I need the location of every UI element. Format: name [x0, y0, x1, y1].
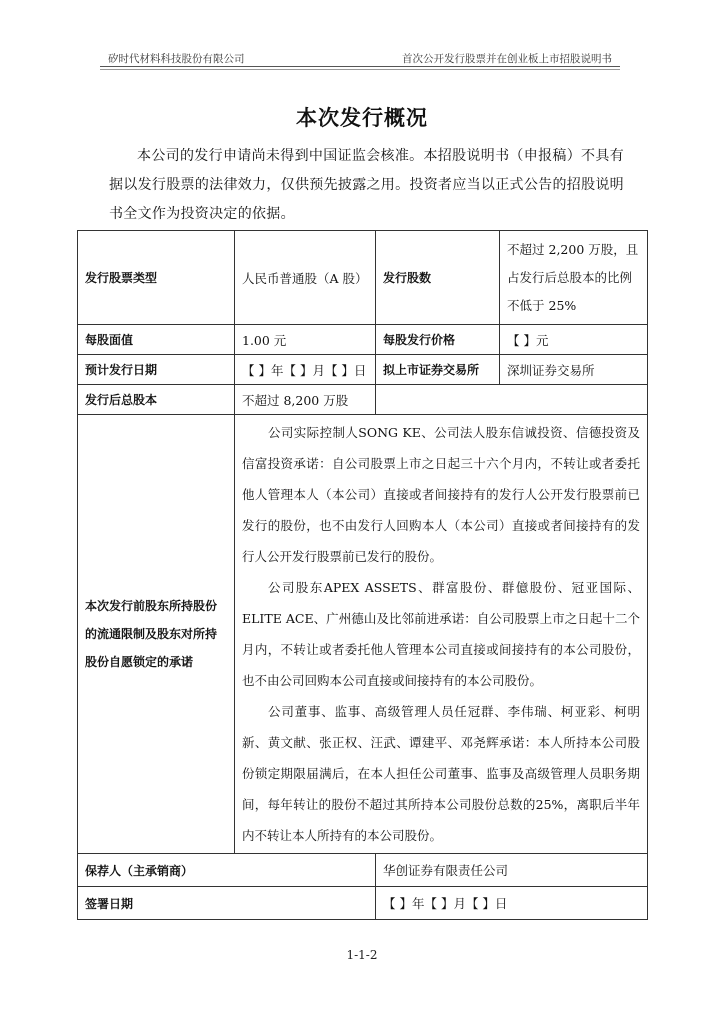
- stock-type-value: 人民币普通股（A 股）: [235, 231, 376, 325]
- sponsor-value: 华创证券有限责任公司: [376, 854, 648, 887]
- intro-paragraph: 本公司的发行申请尚未得到中国证监会核准。本招股说明书（申报稿）不具有据以发行股票的法律效力，仅供预先披露之用。投资者应当以正式公告的招股说明书全文作为投资决定的依据。: [109, 148, 624, 222]
- sponsor-label: 保荐人（主承销商）: [78, 854, 376, 887]
- sign-date-label: 签署日期: [78, 887, 376, 920]
- offering-overview-table: [77, 230, 648, 920]
- lockup-paragraph-controller: 公司实际控制人SONG KE、公司法人股东信诚投资、信德投资及信富投资承诺：自公司股票上市之日起三十六个月内，不转让或者委托他人管理本人（本公司）直接或者间接持有的发行人公开发行股票前已发行的股份，也不由发行人回购本人（本公司）直接或者间接持有的发行人公开发行股票前已发行的股份。: [242, 425, 641, 564]
- lockup-paragraph-directors: 公司董事、监事、高级管理人员任冠群、李伟瑞、柯亚彩、柯明新、黄文献、张正权、汪武、谭建平、邓尧辉承诺：本人所持本公司股份锁定期限届满后，在本人担任公司董事、监事及高级管理人员职务期间，每年转让的股份不超过其所持本公司股份总数的25%，离职后半年内不转让本人所持有的本公司股份。: [242, 704, 641, 843]
- stock-type-label: 发行股票类型: [78, 231, 235, 325]
- table-row: [78, 854, 648, 887]
- exchange-label: 拟上市证券交易所: [376, 355, 500, 385]
- table-row: [78, 231, 648, 325]
- sign-date-value: 【 】年【 】月【 】日: [376, 887, 648, 920]
- page-title: 本次发行概况: [296, 106, 428, 130]
- lockup-label: 本次发行前股东所持股份的流通限制及股东对所持股份自愿锁定的承诺: [78, 415, 235, 854]
- price-label: 每股发行价格: [376, 325, 500, 355]
- page-header: [100, 50, 620, 67]
- total-shares-label: 发行后总股本: [78, 385, 235, 415]
- par-value-label: 每股面值: [78, 325, 235, 355]
- issue-date-value: 【 】年【 】月【 】日: [235, 355, 376, 385]
- lockup-commitments: [235, 415, 648, 854]
- table-row: [78, 355, 648, 385]
- price-value: 【 】元: [500, 325, 648, 355]
- shares-label: 发行股数: [376, 231, 500, 325]
- table-row: [78, 887, 648, 920]
- exchange-value: 深圳证券交易所: [500, 355, 648, 385]
- par-value: 1.00 元: [235, 325, 376, 355]
- shares-value: 不超过 2,200 万股，且占发行后总股本的比例不低于 25%: [500, 231, 648, 325]
- table-row: [78, 385, 648, 415]
- total-shares-value: 不超过 8,200 万股: [235, 385, 376, 415]
- table-row: [78, 325, 648, 355]
- header-document-title: 首次公开发行股票并在创业板上市招股说明书: [402, 53, 612, 65]
- empty-cell: [376, 385, 648, 415]
- header-rule: [100, 69, 620, 70]
- header-company: 矽时代材料科技股份有限公司: [108, 53, 245, 65]
- issue-date-label: 预计发行日期: [78, 355, 235, 385]
- table-row: [78, 415, 648, 854]
- lockup-paragraph-shareholders: 公司股东APEX ASSETS、群富股份、群億股份、冠亚国际、ELITE ACE、广州德山及比邻前进承诺：自公司股票上市之日起十二个月内，不转让或者委托他人管理本公司直接或间接持有的本公司股份，也不由公司回购本公司直接或间接持有的本公司股份。: [242, 580, 641, 688]
- page-number: 1-1-2: [346, 948, 378, 962]
